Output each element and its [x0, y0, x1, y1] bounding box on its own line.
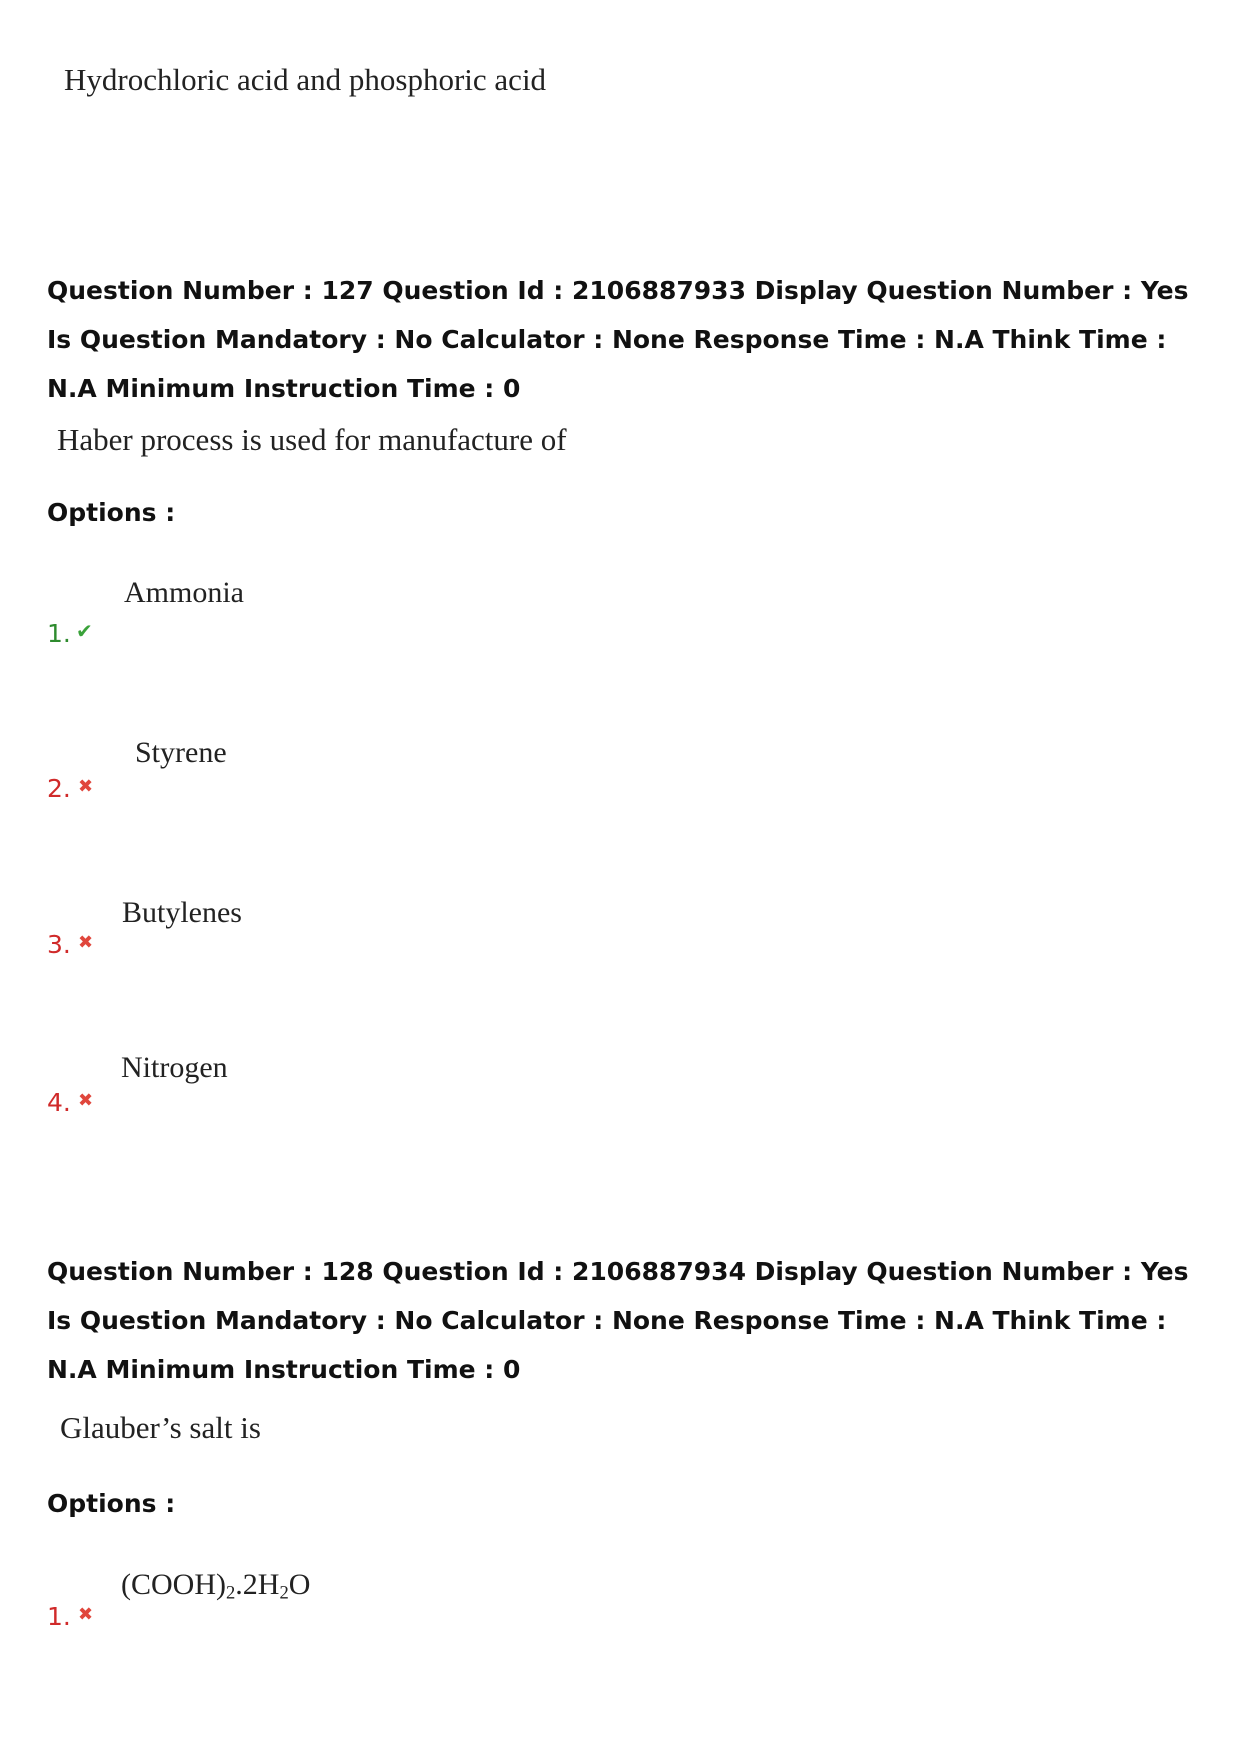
q127-option-3-text: Butylenes: [122, 896, 242, 929]
cross-icon: ✖: [78, 1604, 94, 1625]
q127-option-1-number: 1.: [47, 619, 71, 648]
q127-option-4-number: 4.: [47, 1088, 71, 1117]
q127-option-4-text: Nitrogen: [121, 1051, 228, 1084]
q127-option-1-text: Ammonia: [124, 576, 244, 609]
question-128-meta: Question Number : 128 Question Id : 2106887934 Display Question Number : Yes Is Question Mandatory : No Calculator : None Response Time : N.A Think Time : N.A Minimum Instruction Time : 0: [47, 1257, 1189, 1384]
check-icon: ✔: [76, 619, 93, 643]
question-127-meta: Question Number : 127 Question Id : 2106887933 Display Question Number : Yes Is Question Mandatory : No Calculator : None Response Time : N.A Think Time : N.A Minimum Instruction Time : 0: [47, 276, 1189, 403]
q127-option-2-text: Styrene: [135, 736, 227, 769]
question-127-options-label: Options :: [47, 498, 176, 527]
cross-icon: ✖: [78, 776, 94, 797]
question-127-text: Haber process is used for manufacture of: [57, 422, 567, 457]
cross-icon: ✖: [78, 932, 94, 953]
q127-option-3-number: 3.: [47, 930, 71, 959]
q127-option-2-number: 2.: [47, 774, 71, 803]
question-128-text: Glauber’s salt is: [60, 1410, 261, 1445]
previous-option-text: Hydrochloric acid and phosphoric acid: [64, 62, 547, 97]
question-128-options-label: Options :: [47, 1489, 176, 1518]
q128-option-1-text: $(COOH)_2.2H_2O$: [121, 1568, 311, 1604]
cross-icon: ✖: [78, 1090, 94, 1111]
q128-option-1-number: 1.: [47, 1602, 71, 1631]
